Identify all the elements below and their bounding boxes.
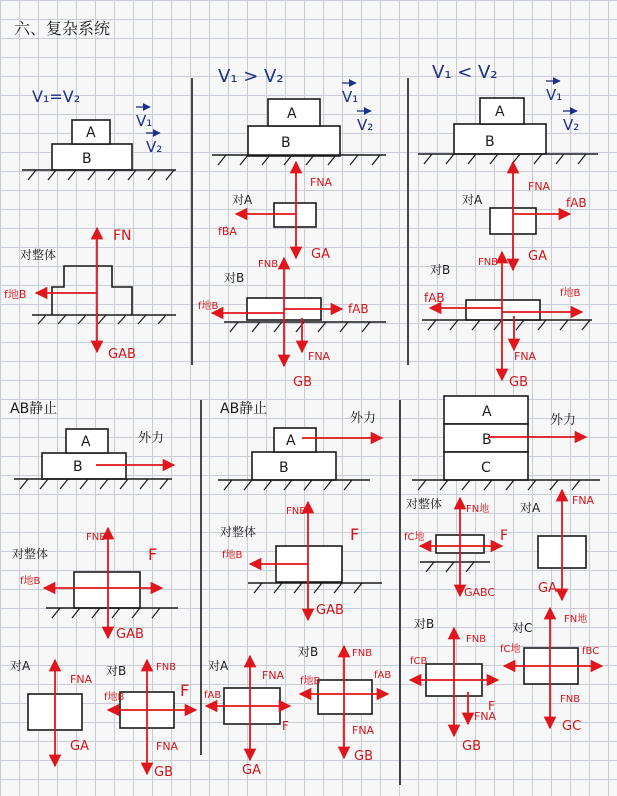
svg-text:GAB: GAB — [116, 627, 144, 642]
svg-text:A: A — [495, 104, 505, 120]
svg-text:f地B: f地B — [104, 692, 125, 703]
svg-text:F: F — [148, 545, 158, 564]
panel-abc-stack — [404, 396, 602, 754]
svg-text:A: A — [86, 125, 96, 141]
svg-text:V₁: V₁ — [546, 86, 563, 104]
heading-v1-gt-v2: V₁ > V₂ — [218, 66, 284, 87]
svg-text:AB静止: AB静止 — [10, 401, 58, 417]
svg-text:GA: GA — [70, 739, 89, 754]
svg-text:FNA: FNA — [474, 710, 497, 723]
heading-v1-eq-v2: V₁=V₂ — [32, 87, 81, 106]
svg-text:对整体: 对整体 — [406, 497, 443, 511]
svg-text:B: B — [279, 460, 289, 476]
svg-text:F: F — [488, 699, 495, 713]
svg-text:对A: 对A — [520, 501, 541, 515]
svg-text:FNA: FNA — [352, 724, 375, 737]
svg-text:对B: 对B — [414, 617, 435, 631]
svg-text:外力: 外力 — [350, 411, 377, 426]
svg-text:FNB: FNB — [258, 259, 279, 270]
svg-text:对A: 对A — [462, 193, 483, 207]
svg-text:FNB: FNB — [286, 506, 307, 517]
svg-text:fBC: fBC — [582, 646, 600, 657]
svg-text:GAB: GAB — [316, 603, 344, 618]
svg-text:FNA: FNA — [572, 494, 595, 507]
panel-v1-gt-v2 — [198, 66, 386, 390]
block-b — [52, 144, 132, 170]
svg-text:fCB: fCB — [410, 656, 428, 667]
svg-text:对B: 对B — [430, 263, 451, 277]
svg-text:A: A — [81, 434, 91, 450]
panel-v1-eq-v2 — [4, 87, 176, 362]
svg-text:FN地: FN地 — [466, 504, 490, 515]
label-v1: V₁ — [136, 112, 153, 130]
svg-text:GA: GA — [242, 763, 261, 778]
svg-text:GABC: GABC — [464, 586, 496, 599]
svg-text:fAB: fAB — [566, 196, 587, 210]
svg-text:GB: GB — [354, 749, 373, 764]
svg-text:f地B: f地B — [222, 550, 243, 561]
svg-text:对B: 对B — [106, 664, 127, 678]
svg-text:外力: 外力 — [550, 413, 577, 428]
svg-text:对B: 对B — [298, 645, 319, 659]
svg-text:B: B — [73, 459, 83, 475]
svg-text:GB: GB — [509, 375, 528, 390]
svg-text:F: F — [180, 681, 190, 700]
svg-text:F: F — [282, 719, 289, 733]
panel-ab-static-force-on-a — [204, 401, 391, 778]
svg-text:FN地: FN地 — [564, 614, 588, 625]
svg-text:A: A — [482, 404, 492, 420]
svg-text:对A: 对A — [10, 659, 31, 673]
svg-text:f地B: f地B — [20, 576, 41, 587]
svg-text:对B: 对B — [224, 271, 245, 285]
svg-text:FNB: FNB — [86, 532, 107, 543]
svg-text:外力: 外力 — [138, 431, 165, 446]
svg-text:AB静止: AB静止 — [220, 401, 268, 417]
svg-text:GC: GC — [562, 719, 582, 734]
svg-text:fC地: fC地 — [500, 644, 521, 655]
svg-text:f地B: f地B — [198, 301, 219, 312]
svg-text:GB: GB — [154, 765, 173, 780]
svg-text:A: A — [286, 433, 296, 449]
whole-body-outline — [52, 266, 132, 315]
svg-text:F: F — [500, 528, 509, 544]
svg-text:FNA: FNA — [310, 176, 333, 189]
panel-v1-lt-v2 — [418, 62, 598, 390]
svg-text:FNA: FNA — [262, 669, 285, 682]
svg-text:V₂: V₂ — [563, 116, 580, 134]
svg-text:FNB: FNB — [560, 694, 581, 705]
svg-text:FNA: FNA — [156, 740, 179, 753]
label-v2: V₂ — [146, 138, 163, 156]
svg-text:对A: 对A — [208, 659, 229, 673]
svg-text:FNB: FNB — [156, 662, 177, 673]
svg-text:对整体: 对整体 — [12, 547, 49, 561]
heading-v1-lt-v2: V₁ < V₂ — [432, 62, 498, 83]
panel-ab-static-force-on-b — [10, 401, 196, 780]
svg-text:B: B — [281, 135, 291, 151]
svg-text:对A: 对A — [232, 193, 253, 207]
page-title: 六、复杂系统 — [14, 19, 111, 38]
svg-text:对整体: 对整体 — [220, 525, 257, 539]
svg-text:f地B: f地B — [300, 676, 321, 687]
svg-text:FNA: FNA — [528, 180, 551, 193]
svg-text:fBA: fBA — [218, 225, 237, 238]
svg-text:GA: GA — [311, 247, 330, 262]
svg-text:GA: GA — [538, 581, 557, 596]
svg-text:FNA: FNA — [70, 673, 93, 686]
svg-text:fAB: fAB — [348, 302, 369, 316]
svg-text:fC地: fC地 — [404, 532, 425, 543]
svg-text:FN: FN — [113, 228, 132, 244]
svg-text:FNB: FNB — [466, 634, 487, 645]
svg-text:GAB: GAB — [108, 347, 136, 362]
svg-text:对C: 对C — [512, 621, 533, 635]
svg-text:FNA: FNA — [514, 350, 537, 363]
svg-text:FNB: FNB — [352, 648, 373, 659]
svg-text:fAB: fAB — [204, 690, 222, 701]
svg-text:GA: GA — [528, 249, 547, 264]
svg-text:B: B — [485, 134, 495, 150]
svg-text:GB: GB — [462, 739, 481, 754]
svg-text:fAB: fAB — [424, 291, 445, 305]
svg-text:C: C — [481, 460, 491, 476]
svg-text:V₁: V₁ — [342, 88, 359, 106]
svg-text:B: B — [82, 151, 92, 167]
svg-text:B: B — [482, 432, 492, 448]
svg-text:FNA: FNA — [308, 350, 331, 363]
svg-text:fAB: fAB — [374, 670, 392, 681]
svg-text:F: F — [350, 525, 360, 544]
svg-text:f地B: f地B — [4, 288, 27, 301]
svg-text:A: A — [287, 106, 297, 122]
svg-text:GB: GB — [293, 375, 312, 390]
svg-text:V₂: V₂ — [357, 116, 374, 134]
svg-text:FNB: FNB — [478, 257, 499, 268]
svg-text:f地B: f地B — [560, 288, 581, 299]
label-whole: 对整体 — [20, 248, 57, 262]
